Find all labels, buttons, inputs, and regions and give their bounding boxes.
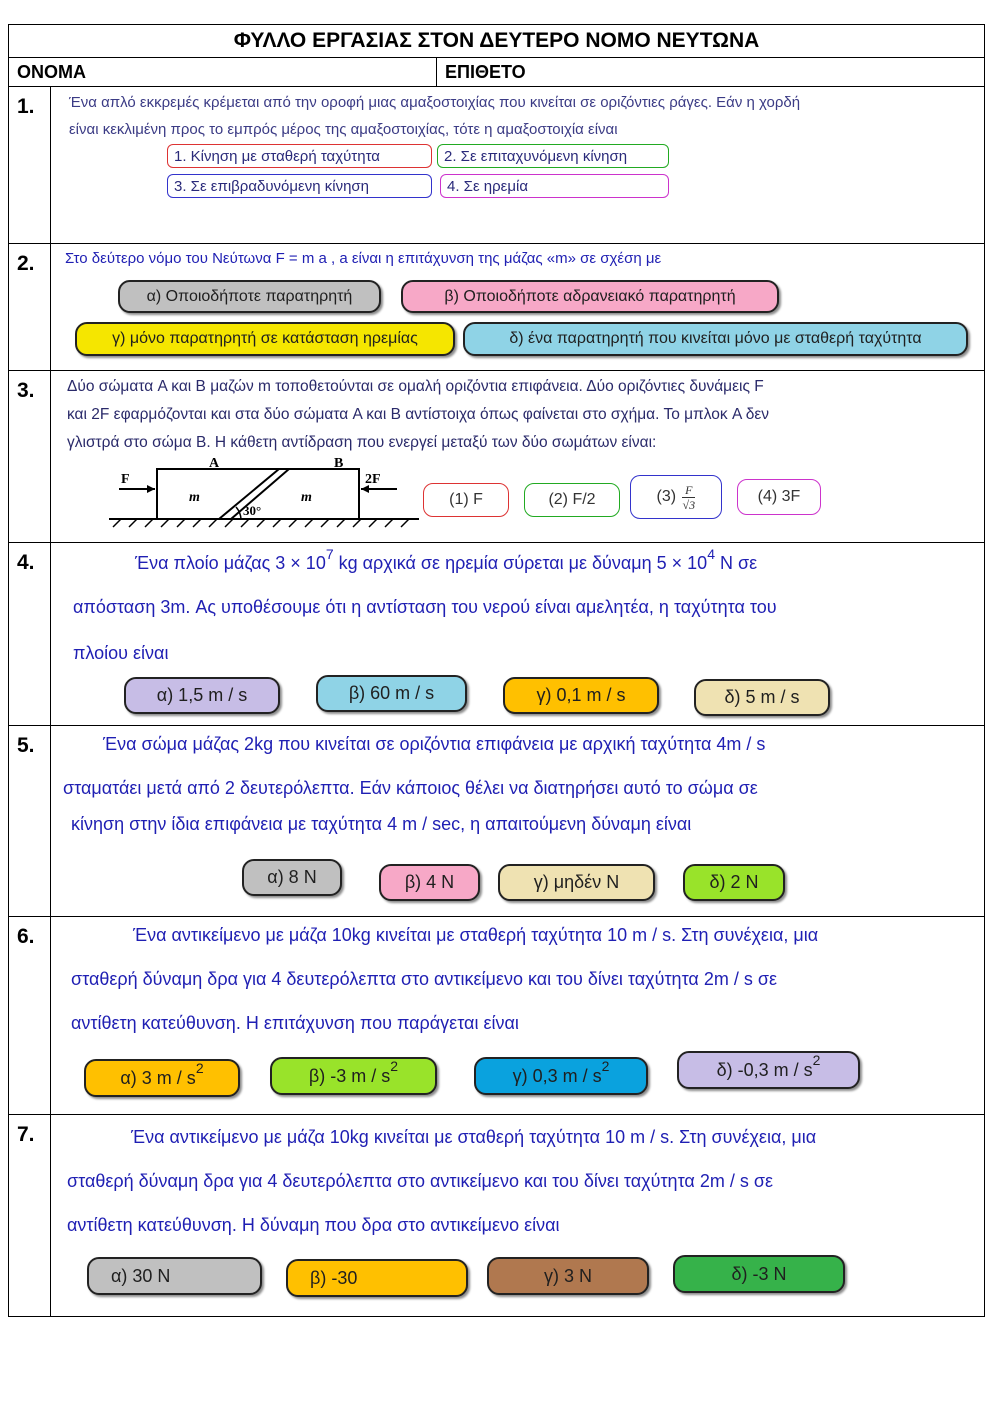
question-5-line-1: Ένα σώμα μάζας 2kg που κινείται σε οριζόντια επιφάνεια με αρχική ταχύτητα 4m / s bbox=[103, 734, 766, 754]
q7-option-b[interactable]: β) -30 bbox=[286, 1259, 468, 1297]
question-2-number: 2. bbox=[9, 244, 51, 371]
question-7-line-1: Ένα αντικείμενο με μάζα 10kg κινείται με σταθερή ταχύτητα 10 m / s. Στη συνέχεια, μια bbox=[131, 1127, 817, 1147]
q4-option-d[interactable]: δ) 5 m / s bbox=[694, 679, 830, 716]
question-3 bbox=[51, 371, 985, 543]
q7-option-d[interactable]: δ) -3 N bbox=[673, 1255, 845, 1293]
question-5 bbox=[51, 726, 985, 917]
q4-option-c[interactable]: γ) 0,1 m / s bbox=[503, 677, 659, 714]
question-6-line-2: σταθερή δύναμη δρα για 4 δευτερόλεπτα στο αντικείμενο και του δίνει ταχύτητα 2m / s σε bbox=[71, 969, 777, 989]
question-4-line-2: απόσταση 3m. Ας υποθέσουμε ότι η αντίσταση του νερού είναι αμελητέα, η ταχύτητα του bbox=[73, 597, 777, 617]
q6-option-d[interactable]: δ) -0,3 m / s 2 bbox=[677, 1051, 860, 1089]
label-f: F bbox=[121, 472, 130, 487]
surname-field[interactable]: ΕΠΙΘΕΤΟ bbox=[437, 58, 985, 87]
q2-option-c[interactable]: γ) μόνο παρατηρητή σε κατάσταση ηρεμίας bbox=[75, 322, 455, 356]
question-5-line-3: κίνηση στην ίδια επιφάνεια με ταχύτητα 4 m / sec, η απαιτούμενη δύναμη είναι bbox=[71, 814, 692, 834]
q4-option-a[interactable]: α) 1,5 m / s bbox=[124, 677, 280, 714]
question-7-line-2: σταθερή δύναμη δρα για 4 δευτερόλεπτα στο αντικείμενο και του δίνει ταχύτητα 2m / s σε bbox=[67, 1171, 773, 1191]
question-6-number: 6. bbox=[9, 917, 51, 1115]
question-3-text: Δύο σώματα A και B μαζών m τοποθετούνται σε ομαλή οριζόντια επιφάνεια. Δύο οριζόντιες δυνάμεις F και 2F εφαρμόζονται και στα δύο σώματα A και B αντίστοιχα όπως φαίνεται στο σχήμα. Το μπλοκ A δεν γλιστρά στο σώμα B. Η κάθετη αντίδραση που ενεργεί μεταξύ των δύο σωμάτων είναι: bbox=[67, 378, 770, 451]
q1-option-4[interactable]: 4. Σε ηρεμία bbox=[440, 174, 669, 198]
question-1-number: 1. bbox=[9, 87, 51, 244]
question-6 bbox=[51, 917, 985, 1115]
question-2 bbox=[51, 244, 985, 371]
q5-option-b[interactable]: β) 4 N bbox=[379, 864, 480, 901]
question-1 bbox=[51, 87, 985, 244]
label-a: A bbox=[209, 457, 220, 471]
question-4-line-1: Ένα πλοίο μάζας $3 \times 10^7$ kg αρχικά σε ηρεμία σύρεται με δύναμη $5 \times 10^4$ N σε bbox=[135, 546, 758, 573]
question-7-number: 7. bbox=[9, 1115, 51, 1317]
q6-option-c[interactable]: γ) 0,3 m / s 2 bbox=[474, 1057, 648, 1095]
label-m-left: m bbox=[189, 490, 200, 505]
q5-option-d[interactable]: δ) 2 N bbox=[683, 864, 785, 901]
q5-option-c[interactable]: γ) μηδέν N bbox=[498, 864, 655, 901]
label-b: B bbox=[334, 457, 344, 471]
question-2-text: Στο δεύτερο νόμο του Νεύτωνα F = m a , a είναι η επιτάχυνση της μάζας «m» σε σχέση με bbox=[65, 250, 662, 267]
question-3-number: 3. bbox=[9, 371, 51, 543]
question-5-number: 5. bbox=[9, 726, 51, 917]
q3-option-4[interactable]: (4) 3F bbox=[737, 479, 821, 515]
ground-hatch bbox=[113, 519, 409, 527]
label-angle: 30° bbox=[243, 503, 262, 518]
q3-fraction: F √3 bbox=[682, 482, 696, 512]
worksheet bbox=[8, 24, 984, 1317]
q1-option-1[interactable]: 1. Κίνηση με σταθερή ταχύτητα bbox=[167, 144, 432, 168]
q7-option-a[interactable]: α) 30 N bbox=[87, 1257, 262, 1295]
blocks-figure bbox=[109, 457, 429, 537]
q6-option-a[interactable]: α) 3 m / s 2 bbox=[84, 1059, 240, 1097]
q3-option-3[interactable] bbox=[630, 475, 722, 519]
worksheet-table bbox=[8, 24, 985, 1317]
q3-option-2[interactable]: (2) F/2 bbox=[524, 483, 620, 517]
q7-option-c[interactable]: γ) 3 N bbox=[487, 1257, 649, 1295]
q3-option-3-label: (3) bbox=[656, 488, 677, 505]
q6-option-b[interactable]: β) -3 m / s 2 bbox=[270, 1057, 437, 1095]
question-6-line-1: Ένα αντικείμενο με μάζα 10kg κινείται με σταθερή ταχύτητα 10 m / s. Στη συνέχεια, μια bbox=[133, 925, 819, 945]
label-2f: 2F bbox=[365, 472, 381, 487]
question-5-line-2: σταματάει μετά από 2 δευτερόλεπτα. Εάν κάποιος θέλει να διατηρήσει αυτό το σώμα σε bbox=[63, 778, 758, 798]
question-1-text: Ένα απλό εκκρεμές κρέμεται από την οροφή μιας αμαξοστοιχίας που κινείται σε οριζόντιες ράγες. Εάν η χορδή είναι κεκλιμένη προς το εμπρός μέρος της αμαξοστοιχίας, τότε η αμαξοστοιχία είναι bbox=[69, 94, 801, 138]
q2-option-d[interactable]: δ) ένα παρατηρητή που κινείται μόνο με σταθερή ταχύτητα bbox=[463, 322, 968, 356]
worksheet-title: ΦΥΛΛΟ ΕΡΓΑΣΙΑΣ ΣΤΟΝ ΔΕΥΤΕΡΟ ΝΟΜΟ ΝΕΥΤΩΝΑ bbox=[9, 25, 985, 58]
q3-option-1[interactable]: (1) F bbox=[423, 483, 509, 517]
q2-option-b[interactable]: β) Οποιοδήποτε αδρανειακό παρατηρητή bbox=[401, 280, 779, 313]
question-6-line-3: αντίθετη κατεύθυνση. Η επιτάχυνση που παράγεται είναι bbox=[71, 1013, 519, 1033]
q4-option-b[interactable]: β) 60 m / s bbox=[316, 675, 467, 712]
q1-option-3[interactable]: 3. Σε επιβραδυνόμενη κίνηση bbox=[167, 174, 432, 198]
label-m-right: m bbox=[301, 490, 312, 505]
question-7-line-3: αντίθετη κατεύθυνση. Η δύναμη που δρα στο αντικείμενο είναι bbox=[67, 1215, 560, 1235]
q5-option-a[interactable]: α) 8 N bbox=[242, 859, 342, 896]
name-field[interactable]: ΟΝΟΜΑ bbox=[9, 58, 437, 87]
q1-option-2[interactable]: 2. Σε επιταχυνόμενη κίνηση bbox=[437, 144, 669, 168]
question-4 bbox=[51, 543, 985, 726]
question-4-number: 4. bbox=[9, 543, 51, 726]
q2-option-a[interactable]: α) Οποιοδήποτε παρατηρητή bbox=[118, 280, 381, 313]
force-f-arrowhead bbox=[147, 485, 155, 493]
question-4-line-3: πλοίου είναι bbox=[73, 643, 169, 663]
question-7 bbox=[51, 1115, 985, 1317]
